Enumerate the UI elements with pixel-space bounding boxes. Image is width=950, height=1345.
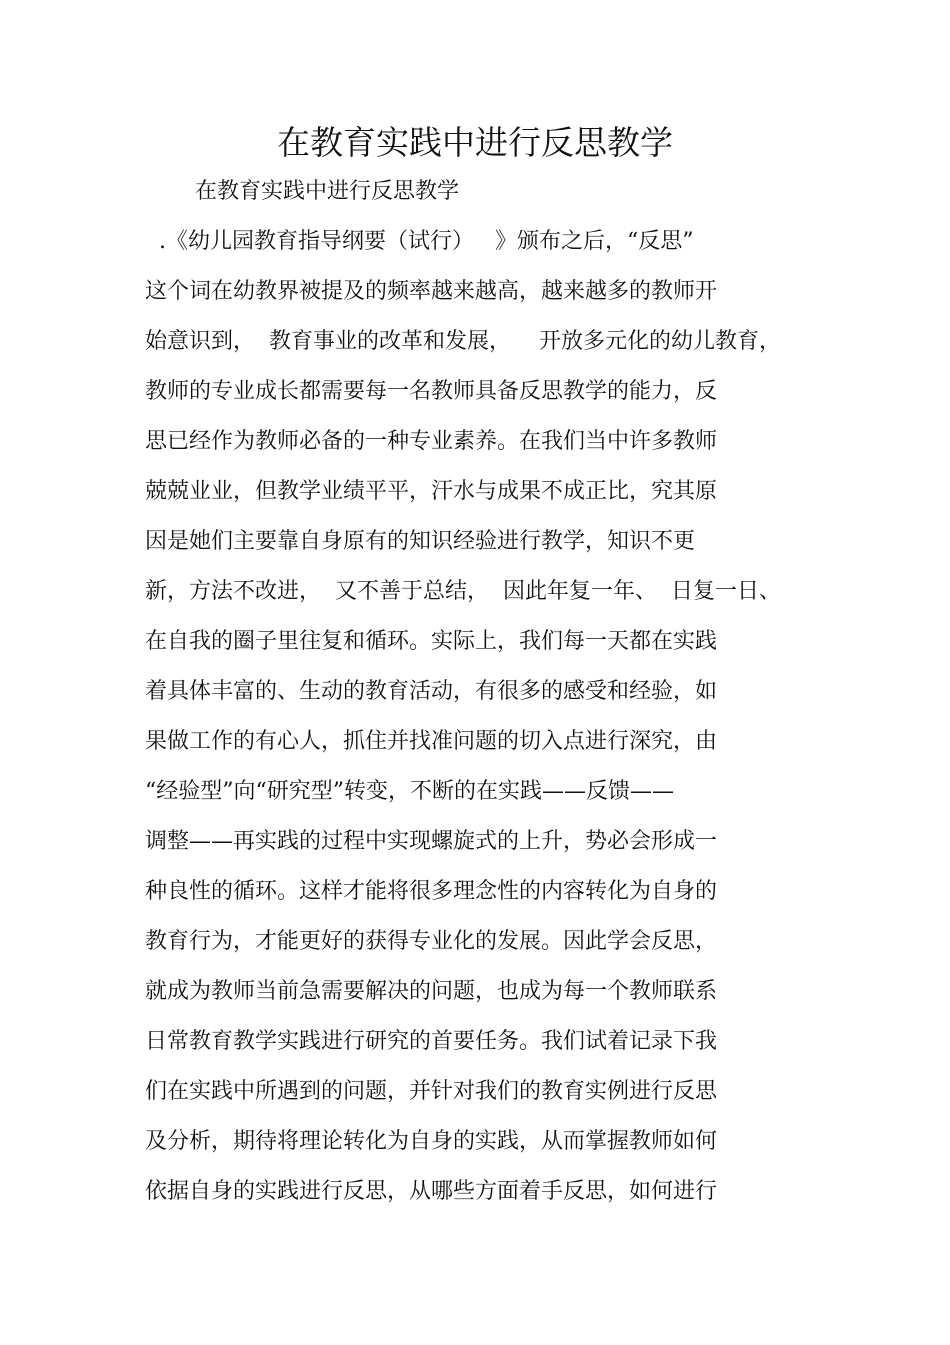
paragraph-line: 始意识到， 教育事业的改革和发展， 开放多元化的幼儿教育， <box>145 329 781 354</box>
paragraph-line: 及分析，期待将理论转化为自身的实践，从而掌握教师如何 <box>145 1129 718 1154</box>
paragraph-line: 依据自身的实践进行反思，从哪些方面着手反思，如何进行 <box>145 1179 718 1204</box>
paragraph-line: 日常教育教学实践进行研究的首要任务。我们试着记录下我 <box>145 1029 718 1054</box>
document-title: 在教育实践中进行反思教学 <box>277 123 673 162</box>
paragraph-line: 调整——再实践的过程中实现螺旋式的上升，势必会形成一 <box>145 829 718 854</box>
paragraph-line: .《幼儿园教育指导纲要（试行） 》颁布之后，“反思” <box>145 229 694 254</box>
paragraph-line: 因是她们主要靠自身原有的知识经验进行教学，知识不更 <box>145 529 696 554</box>
paragraph-line: 新，方法不改进， 又不善于总结， 因此年复一年、 日复一日、 <box>145 579 781 604</box>
paragraph-line: 种良性的循环。这样才能将很多理念性的内容转化为自身的 <box>145 879 718 904</box>
paragraph-line: 思已经作为教师必备的一种专业素养。在我们当中许多教师 <box>145 429 718 454</box>
paragraph-line: 们在实践中所遇到的问题，并针对我们的教育实例进行反思 <box>145 1079 718 1104</box>
document-subtitle: 在教育实践中进行反思教学 <box>195 179 460 204</box>
paragraph-line: 教师的专业成长都需要每一名教师具备反思教学的能力，反 <box>145 379 718 404</box>
paragraph-line: 兢兢业业，但教学业绩平平，汗水与成果不成正比，究其原 <box>145 479 718 504</box>
paragraph-line: 就成为教师当前急需要解决的问题，也成为每一个教师联系 <box>145 979 718 1004</box>
paragraph-line: 着具体丰富的、生动的教育活动，有很多的感受和经验，如 <box>145 679 718 704</box>
paragraph-line: “经验型”向“研究型”转变，不断的在实践——反馈—— <box>145 779 674 804</box>
paragraph-line: 教育行为，才能更好的获得专业化的发展。因此学会反思， <box>145 929 718 954</box>
paragraph-line: 在自我的圈子里往复和循环。实际上，我们每一天都在实践 <box>145 629 718 654</box>
paragraph-line: 果做工作的有心人，抓住并找准问题的切入点进行深究，由 <box>145 729 718 754</box>
paragraph-line: 这个词在幼教界被提及的频率越来越高，越来越多的教师开 <box>145 279 718 304</box>
